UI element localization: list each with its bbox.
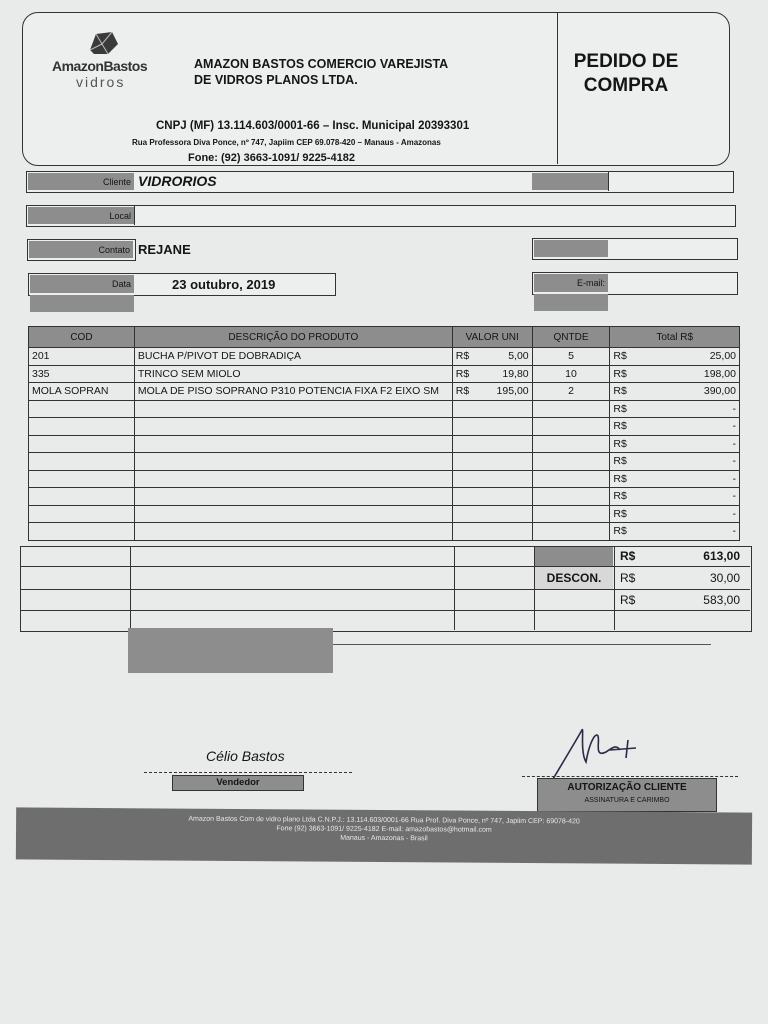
cell-total-amount: 198,00 (703, 367, 736, 380)
document-title: PEDIDO DE COMPRA (573, 51, 679, 96)
footer-line-1: Amazon Bastos Com de vidro plano Ltda C.N.P.J.: 13.114.603/0001-66 Rua Prof. Diva Ponce, nº 747, Japiim CEP: 69078-420 (188, 815, 580, 826)
cell-total-currency: R$ (613, 385, 627, 398)
cell-empty (29, 453, 135, 471)
cell-empty (29, 523, 135, 541)
cell-empty (134, 418, 452, 436)
observation-shade (128, 628, 333, 673)
contato-label: Contato (29, 241, 133, 258)
cell-total-empty (610, 400, 740, 418)
cell-empty (29, 400, 135, 418)
col-header-qtde: QNTDE (532, 327, 610, 348)
logo-sub-text: vidros (76, 74, 126, 90)
table-row (29, 523, 740, 541)
cell-empty (29, 488, 135, 506)
cell-empty (134, 453, 452, 471)
cliente-aux-label (532, 173, 608, 190)
local-label: Local (28, 207, 134, 224)
cell-empty (134, 523, 452, 541)
totals-vline-4 (614, 546, 615, 630)
cell-total-amount: 390,00 (703, 385, 736, 398)
cell-empty (452, 505, 532, 523)
cell-empty (452, 418, 532, 436)
cell-valor-unit-amount: 195,00 (496, 385, 529, 398)
discount-label: DESCON. (535, 567, 613, 589)
cell-empty (452, 488, 532, 506)
cell-total-empty-amount: - (732, 437, 736, 450)
table-row (29, 365, 740, 383)
cell-total-empty-currency: R$ (613, 507, 627, 520)
cell-empty (29, 505, 135, 523)
cliente-aux-divider (608, 171, 609, 191)
seller-label: Vendedor (172, 775, 304, 791)
cell-empty (134, 488, 452, 506)
items-table (28, 326, 740, 541)
cell-total-empty-amount: - (732, 455, 736, 468)
cell-valor-unit-currency: R$ (455, 350, 470, 363)
subtotal-shade (535, 547, 613, 566)
table-row (29, 470, 740, 488)
cell-total-empty (610, 435, 740, 453)
cell-qtde: 10 (532, 365, 610, 383)
cell-total-empty-amount: - (732, 402, 736, 415)
seller-signature: Célio Bastos (206, 748, 285, 764)
cell-total-currency: R$ (613, 367, 627, 380)
cell-empty (134, 400, 452, 418)
table-header-row (29, 327, 740, 348)
final-total-value: 583,00 (703, 593, 740, 607)
cell-descricao: BUCHA P/PIVOT DE DOBRADIÇA (134, 348, 452, 366)
cell-empty (532, 488, 610, 506)
cell-descricao: MOLA DE PISO SOPRANO P310 POTENCIA FIXA F2 EIXO SM (134, 383, 452, 401)
cell-total-empty-amount: - (732, 420, 736, 433)
logo-brand-text: AmazonBastos (52, 58, 148, 74)
cell-valor-unit (452, 348, 532, 366)
client-label: AUTORIZAÇÃO CLIENTE (567, 782, 687, 793)
cliente-value[interactable]: VIDRORIOS (138, 173, 217, 189)
cell-empty (134, 470, 452, 488)
subtotal-currency: R$ (620, 549, 636, 563)
cell-total-empty-currency: R$ (613, 472, 627, 485)
table-row (29, 383, 740, 401)
logo-glass-icon (86, 30, 120, 56)
contato-aux-label (534, 240, 608, 257)
totals-vline-2 (454, 546, 455, 630)
client-sublabel: ASSINATURA E CARIMBO (584, 797, 670, 804)
cell-total (610, 383, 740, 401)
cell-valor-unit (452, 383, 532, 401)
cliente-label: Cliente (28, 173, 134, 190)
cell-valor-unit (452, 365, 532, 383)
table-row (29, 488, 740, 506)
cell-cod: MOLA SOPRAN (29, 383, 135, 401)
seller-signature-line (144, 772, 352, 773)
contato-value[interactable]: REJANE (138, 242, 191, 257)
col-header-valor: VALOR UNI (452, 327, 532, 348)
cell-empty (532, 523, 610, 541)
cell-total-empty (610, 470, 740, 488)
footer-line-2: Fone (92) 3663-1091/ 9225-4182 E-mail: amazobastos@hotmail.com (276, 825, 492, 834)
cell-total-empty-amount: - (732, 472, 736, 485)
totals-hline-2 (20, 589, 750, 590)
data-shade (30, 295, 134, 312)
company-phone: Fone: (92) 3663-1091/ 9225-4182 (188, 152, 355, 164)
data-value[interactable]: 23 outubro, 2019 (172, 277, 276, 292)
table-row (29, 505, 740, 523)
table-row (29, 435, 740, 453)
cell-total-empty-currency: R$ (613, 437, 627, 450)
cell-total (610, 365, 740, 383)
cell-empty (452, 470, 532, 488)
cell-cod: 201 (29, 348, 135, 366)
cell-descricao: TRINCO SEM MIOLO (134, 365, 452, 383)
cell-empty (532, 470, 610, 488)
totals-hline-1 (20, 566, 750, 567)
cell-total-empty (610, 505, 740, 523)
col-header-cod: COD (29, 327, 135, 348)
cell-total-empty-currency: R$ (613, 455, 627, 468)
company-address: Rua Professora Diva Ponce, nº 747, Japiim CEP 69.078-420 – Manaus - Amazonas (132, 138, 441, 147)
totals-hline-3 (20, 610, 750, 611)
cell-total-currency: R$ (613, 350, 627, 363)
cell-valor-unit-amount: 19,80 (502, 367, 529, 380)
footer-line-3: Manaus - Amazonas - Brasil (340, 834, 428, 843)
cell-total-empty (610, 523, 740, 541)
cell-empty (532, 400, 610, 418)
cell-total-empty-amount: - (732, 507, 736, 520)
cell-empty (452, 453, 532, 471)
cell-empty (532, 418, 610, 436)
cell-empty (134, 435, 452, 453)
cell-empty (452, 435, 532, 453)
company-cnpj: CNPJ (MF) 13.114.603/0001-66 – Insc. Municipal 20393301 (156, 120, 470, 132)
cell-empty (532, 435, 610, 453)
email-label: E-mail: (534, 274, 608, 292)
data-label: Data (30, 275, 134, 293)
cell-total-empty (610, 488, 740, 506)
totals-vline-1 (130, 546, 131, 630)
email-shade (534, 294, 608, 311)
cell-total-empty-currency: R$ (613, 525, 627, 538)
cell-empty (134, 505, 452, 523)
client-signature-box (537, 778, 717, 812)
cell-empty (452, 400, 532, 418)
final-total-currency: R$ (620, 593, 636, 607)
cell-total-empty (610, 418, 740, 436)
discount-value: 30,00 (709, 571, 740, 585)
footer-band (16, 807, 752, 864)
cell-total-empty-currency: R$ (613, 420, 627, 433)
company-name: AMAZON BASTOS COMERCIO VAREJISTA DE VIDROS PLANOS LTDA. (194, 57, 449, 87)
cell-empty (532, 505, 610, 523)
cell-total-amount: 25,00 (709, 350, 736, 363)
cell-empty (452, 523, 532, 541)
local-divider (134, 205, 135, 225)
company-logo (52, 26, 152, 96)
cell-empty (29, 470, 135, 488)
cell-empty (532, 453, 610, 471)
cell-total-empty-amount: - (732, 525, 736, 538)
table-row (29, 453, 740, 471)
cell-total (610, 348, 740, 366)
cell-qtde: 2 (532, 383, 610, 401)
table-row (29, 348, 740, 366)
subtotal-row (620, 549, 740, 563)
cell-valor-unit-currency: R$ (455, 385, 470, 398)
cell-empty (29, 435, 135, 453)
cell-valor-unit-currency: R$ (455, 367, 470, 380)
cell-cod: 335 (29, 365, 135, 383)
client-signature-line (522, 776, 738, 777)
table-row (29, 400, 740, 418)
cell-total-empty (610, 453, 740, 471)
cell-total-empty-amount: - (732, 490, 736, 503)
observation-line (333, 644, 711, 645)
col-header-descricao: DESCRIÇÃO DO PRODUTO (134, 327, 452, 348)
cell-empty (29, 418, 135, 436)
final-total-row (620, 593, 740, 607)
header-divider (557, 12, 558, 164)
cell-valor-unit-amount: 5,00 (508, 350, 529, 363)
col-header-total: Total R$ (610, 327, 740, 348)
cell-qtde: 5 (532, 348, 610, 366)
discount-row (620, 571, 740, 585)
cell-total-empty-currency: R$ (613, 402, 627, 415)
subtotal-value: 613,00 (703, 549, 740, 563)
table-row (29, 418, 740, 436)
discount-currency: R$ (620, 571, 636, 585)
cell-total-empty-currency: R$ (613, 490, 627, 503)
